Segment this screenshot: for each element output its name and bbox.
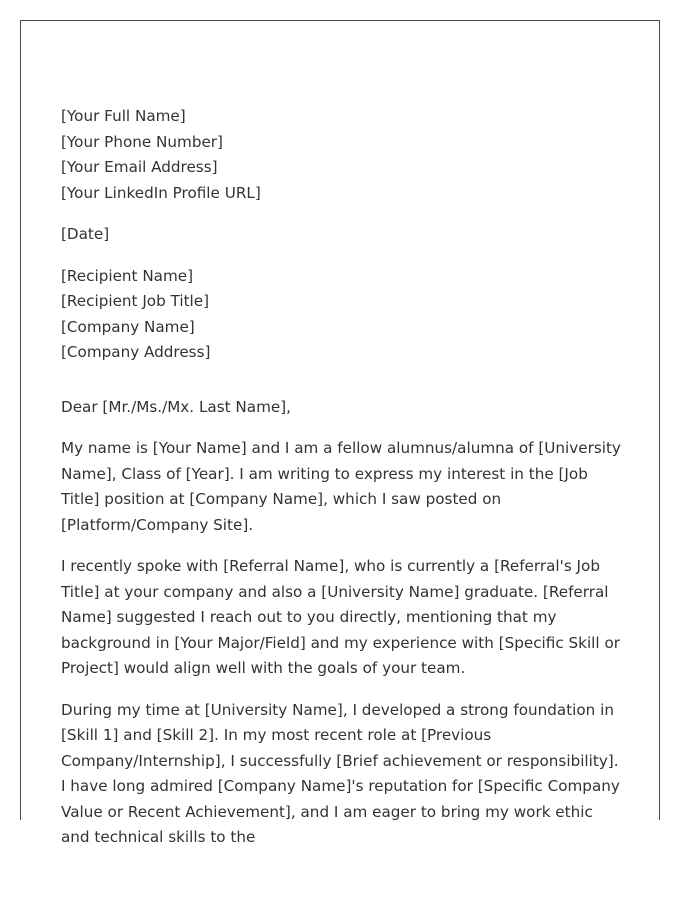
sender-block (61, 104, 621, 206)
recipient-job-title: [Recipient Job Title] (61, 292, 210, 310)
letter-page (20, 20, 660, 846)
salutation-text: Dear [Mr./Ms./Mx. Last Name], (61, 397, 291, 416)
recipient-name: [Recipient Name] (61, 266, 194, 285)
salutation (61, 395, 621, 421)
paragraph-experience: During my time at [University Name], I developed a strong foundation in [Skill 1] and [Skill 2]. In my most recent role at [Previous Company/Internship], I successfully [Brief achievement or responsibility]. I have long admired [Company Name]'s reputation for [Specific Company Value or Recent Achievement], and I am eager to bring my work ethic and technical skills to the (61, 700, 620, 846)
recipient-address: [Company Address] (61, 343, 211, 361)
recipient-block (61, 264, 621, 366)
sender-name: [Your Full Name] (61, 107, 186, 125)
sender-linkedin: [Your LinkedIn Profile URL] (61, 183, 261, 202)
sender-email: [Your Email Address] (61, 158, 218, 176)
paragraph-referral: I recently spoke with [Referral Name], who is currently a [Referral's Job Title] at your company and also a [University Name] graduate. [Referral Name] suggested I reach out to you directly, mentioning that my background in [Your Major/Field] and my experience with [Specific Skill or Project] would align well with the goals of your team. (61, 557, 620, 677)
recipient-company: [Company Name] (61, 317, 195, 336)
paragraph-intro: My name is [Your Name] and I am a fellow alumnus/alumna of [University Name], Class of [Year]. I am writing to express my interest in the [Job Title] position at [Company Name], which I saw posted on [Platform/Company Site]. (61, 439, 621, 534)
sender-phone: [Your Phone Number] (61, 132, 223, 151)
letter-date: [Date] (61, 225, 110, 243)
date-block (61, 222, 621, 248)
letter-body (61, 104, 621, 851)
